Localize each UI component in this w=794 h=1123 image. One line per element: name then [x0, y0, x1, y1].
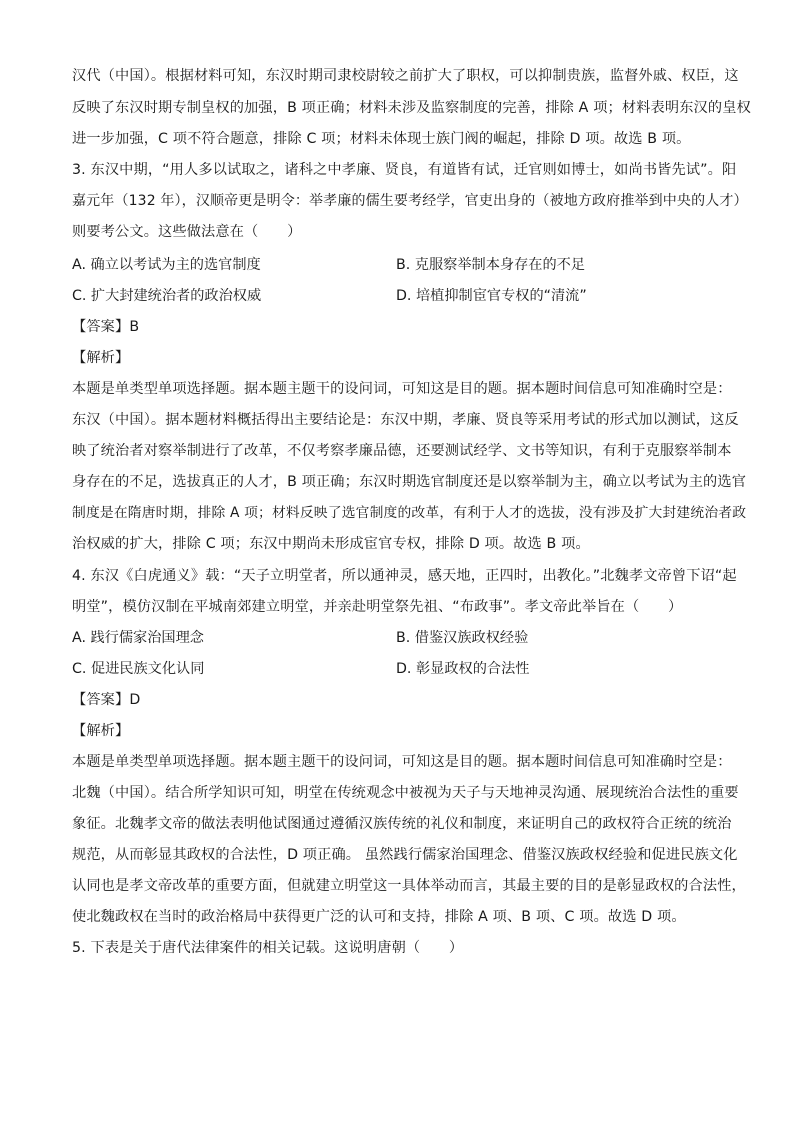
question-4-analysis-line: 本题是单类型单项选择题。据本题主题干的设问词，可知这是目的题。据本题时间信息可知准确时空是：	[72, 754, 732, 770]
question-4-option-c: C. 促进民族文化认同	[72, 661, 205, 677]
explanation-line: 进一步加强，C 项不符合题意，排除 C 项；材料未体现士族门阀的崛起，排除 D 项。故选 B 项。	[72, 131, 691, 147]
question-3-option-c: C. 扩大封建统治者的政治权威	[72, 288, 262, 304]
question-3-answer: 【答案】B	[72, 319, 140, 335]
question-3-analysis-line: 治权威的扩大，排除 C 项；东汉中期尚未形成宦官专权，排除 D 项。故选 B 项。	[72, 536, 590, 552]
question-3-option-d: D. 培植抑制宦官专权的“清流”	[396, 288, 587, 304]
question-5-stem: 5. 下表是关于唐代法律案件的相关记载。这说明唐朝（ ）	[72, 940, 464, 956]
question-3-stem: 3. 东汉中期，“用人多以试取之，诸科之中孝廉、贤良，有道皆有试，迁官则如博士，如尚书皆先试”。阳	[72, 162, 737, 178]
question-3-analysis-line: 身存在的不足，选拔真正的人才，B 项正确；东汉时期选官制度还是以察举制为主，确立以考试为主的选官	[72, 474, 747, 490]
question-4-option-a: A. 践行儒家治国理念	[72, 630, 204, 646]
question-4-option-d: D. 彰显政权的合法性	[396, 661, 530, 677]
question-3-analysis-line: 东汉（中国）。据本题材料概括得出主要结论是：东汉中期，孝廉、贤良等采用考试的形式加以测试，这反	[72, 412, 739, 428]
question-3-analysis-heading: 【解析】	[72, 350, 130, 366]
question-4-analysis-heading: 【解析】	[72, 723, 130, 739]
question-3-analysis-line: 制度是在隋唐时期，排除 A 项；材料反映了选官制度的改革，有利于人才的选拔，没有涉及扩大封建统治者政	[72, 505, 747, 521]
question-3-option-a: A. 确立以考试为主的选官制度	[72, 257, 261, 273]
question-3-stem: 嘉元年（132 年），汉顺帝更是明令：举孝廉的儒生要考经学，官吏出身的（被地方政府推举到中央的人才）	[72, 193, 748, 209]
question-4-stem: 明堂”，模仿汉制在平城南郊建立明堂，并亲赴明堂祭先祖、“布政事”。孝文帝此举旨在（ ）	[72, 599, 683, 615]
question-4-answer: 【答案】D	[72, 692, 141, 708]
question-4-analysis-line: 象征。北魏孝文帝的做法表明他试图通过遵循汉族传统的礼仪和制度，来证明自己的政权符合正统的统治	[72, 816, 732, 832]
question-4-analysis-line: 使北魏政权在当时的政治格局中获得更广泛的认可和支持，排除 A 项、B 项、C 项。故选 D 项。	[72, 909, 686, 925]
question-3-analysis-line: 本题是单类型单项选择题。据本题主题干的设问词，可知这是目的题。据本题时间信息可知准确时空是：	[72, 381, 732, 397]
explanation-line: 汉代（中国）。根据材料可知，东汉时期司隶校尉较之前扩大了职权，可以抑制贵族，监督外戚、权臣，这	[72, 68, 739, 84]
question-4-analysis-line: 认同也是孝文帝改革的重要方面，但就建立明堂这一具体举动而言，其最主要的目的是彰显政权的合法性，	[72, 878, 746, 894]
question-3-option-b: B. 克服察举制本身存在的不足	[396, 257, 586, 273]
question-4-analysis-line: 北魏（中国）。结合所学知识可知，明堂在传统观念中被视为天子与天地神灵沟通、展现统治合法性的重要	[72, 785, 739, 801]
question-4-option-b: B. 借鉴汉族政权经验	[396, 630, 529, 646]
question-3-stem: 则要考公文。这些做法意在（ ）	[72, 224, 302, 240]
question-4-stem: 4. 东汉《白虎通义》载：“天子立明堂者，所以通神灵，感天地，正四时，出教化。”北魏孝文帝曾下诏“起	[72, 568, 737, 584]
question-4-analysis-line: 规范，从而彰显其政权的合法性，D 项正确。 虽然践行儒家治国理念、借鉴汉族政权经验和促进民族文化	[72, 847, 738, 863]
question-3-analysis-line: 映了统治者对察举制进行了改革，不仅考察孝廉品德，还要测试经学、文书等知识，有利于克服察举制本	[72, 443, 732, 459]
explanation-line: 反映了东汉时期专制皇权的加强，B 项正确；材料未涉及监察制度的完善，排除 A 项；材料表明东汉的皇权	[72, 100, 751, 116]
